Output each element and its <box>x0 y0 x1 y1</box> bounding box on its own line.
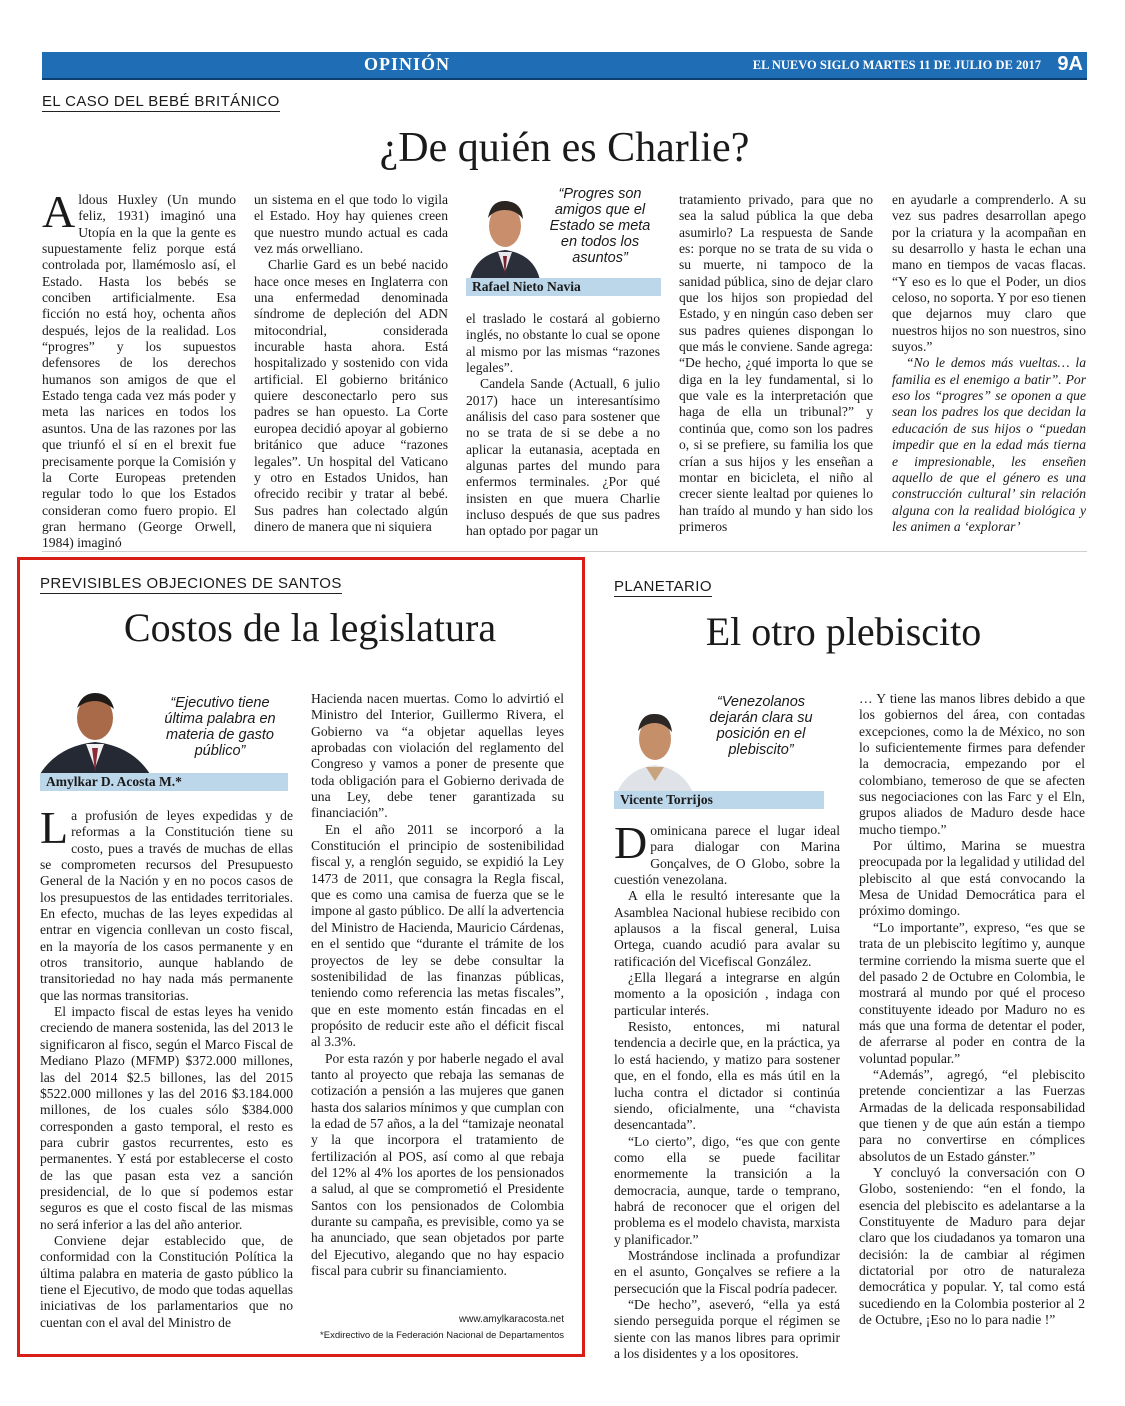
article2-col2-p2: En el año 2011 se incorporó a la Constitución el principio de sostenibilidad fiscal y, a renglón seguido, se expidió la Ley 1473 de 2011, que consagra la Regla fiscal, que es como una camisa de fuerza que se le impone al gasto público. De allí la advertencia del Ministro de Hacienda, Mauricio Cárdenas, en el sentido que “durante el trámite de los proyectos de ley se debe consultar la sostenibilidad de las finanzas públicas, teniendo como referencia las metas fiscales”, que en este momento están fincadas en el propósito de reducir este año el déficit fiscal al 3.3%. <box>311 821 564 1050</box>
author-portrait-vicente-torrijos <box>614 703 696 795</box>
article2-col1-p1: a profusión de leyes expedidas y de reformas a la Constitución tiene su costo, pues a través de muchas de ellas se comprometen recursos del Presupuesto General de la Nación y en no pocos casos de los presupuestos de las entidades territoriales. En efecto, muchas de las leyes expedidas al entrar en vigencia conllevan un costo fiscal, en la mayoría de los casos permanente y en otros transitorio, aunque hablando de transitoriedad no hay nada más permanente que las normas transitorias. <box>40 808 293 1003</box>
article2-kicker: PREVISIBLES OBJECIONES DE SANTOS <box>40 575 342 592</box>
article3-col1-p3: ¿Ella llegará a integrarse en algún momento a la oposición , indaga con particular interés. <box>614 970 840 1018</box>
publication-date-line: EL NUEVO SIGLO MARTES 11 DE JULIO DE 2017 <box>752 58 1041 72</box>
article2-col1-p2: El impacto fiscal de estas leyes ha venido creciendo de manera sostenida, las del 2013 le significaron al fisco, según el Marco Fiscal de Mediano Plazo (MFMP) $372.000 millones, las del 2014 $2.5 billones, las del 2015 $522.000 millones y las del 2016 $3.184.000 millones, de los cuales sólo $384.000 corresponden a gasto temporal, el resto es para cubrir gastos recurrentes, esto es permanentes. Y está por establecerse el costo de las que pasan esta vez a sanción presidencial, de lo que sí podemos estar seguros es que el costo fiscal de las mismas no será inferior a las del año anterior. <box>40 1004 293 1232</box>
article1-headline: ¿De quién es Charlie? <box>379 125 750 171</box>
article1-kicker: EL CASO DEL BEBÉ BRITÁNICO <box>42 93 280 110</box>
article1-dropcap: A <box>42 186 76 237</box>
article2-column-2 <box>311 691 564 1311</box>
author-footnote: *Exdirectivo de la Federación Nacional de Departamentos <box>320 1330 564 1341</box>
article2-pull-quote: “Ejecutivo tiene última palabra en materia de gasto público” <box>164 695 276 759</box>
article1-author-byline: Rafael Nieto Navia <box>466 278 661 296</box>
article1-col3-p1: el traslado le costará al gobierno inglés, no obstante lo cual se opone al mismo por las mismas “razones legales”. <box>466 311 660 376</box>
article1-col5-p1: en ayudarle a comprenderlo. A su vez sus padres desarrollan apego por la criatura y la acompañan en su desarrollo y hasta le echan una mano en tiempos de vacas flacas. “Y eso es lo que el Poder, un dios celoso, no soporta. Y por eso tienen que dejarnos muy claro que nuestros hijos no son nuestros, sino suyos.” <box>892 192 1086 355</box>
article3-col2-p1: … Y tiene las manos libres debido a que los gobiernos del área, con contadas excepciones, como la de México, no son lo suficientemente firmes para defender la democracia, empezando por el colombiano, temeroso de que se afecten sus negociaciones con las Farc y el Eln, grupos aliados de Maduro desde hace mucho tiempo.” <box>859 691 1085 837</box>
article3-author-byline: Vicente Torrijos <box>614 791 824 809</box>
article3-column-1 <box>614 817 840 1361</box>
article2-author-byline: Amylkar D. Acosta M.* <box>40 773 288 791</box>
article3-col1-p5: “Lo cierto”, digo, “es que con gente como ella se puede facilitar enormemente la transición a la democracia, aunque, tarde o temprano, habrá de reconocer que el origen del problema es el modelo chavista, marxista y planificador.” <box>614 1133 840 1247</box>
section-name: OPINIÓN <box>363 54 450 74</box>
article3-col2-p3: “Lo importante”, expreso, “es que se trata de un plebiscito legítimo y, aunque termine corriendo la misma suerte que el del pasado 2 de Octubre en Colombia, le mostrará al mundo por qué el proceso constituyente ideado por Maduro no es más que una forma de detentar el poder, de aferrarse al poder en contra de la voluntad popular.” <box>859 919 1085 1066</box>
article2-column-1 <box>40 802 293 1346</box>
article3-col2-p5: Y concluyó la conversación con O Globo, sosteniendo: “en el fondo, la esencia del plebiscito es adelantarse a la Constituyente de Maduro para dejar claro que los ciudadanos ya tomaron una decisión: la de cambiar al régimen dictatorial por otro de naturaleza democrática y popular. Y, tal como está sucediendo en la Colombia posterior al 2 de Octubre, ¡Eso no lo para nadie !” <box>859 1164 1085 1328</box>
article3-headline: El otro plebiscito <box>705 609 982 654</box>
article3-col2-p2: Por último, Marina se muestra preocupada por la legalidad y utilidad del plebiscito al que está convocando la Mesa de Unidad Democrática para el próximo domingo. <box>859 838 1085 919</box>
article2-col1-p3: Conviene dejar establecido que, de conformidad con la Constitución Política la última palabra en materia de gasto público la tiene el Ejecutivo, de modo que todas aquellas iniciativas de los parlamentarios que no cuentan con el aval del Ministro de <box>40 1232 293 1330</box>
section-header-bar <box>42 52 1087 80</box>
article1-column-2 <box>254 192 448 548</box>
author-portrait-rafael-nieto-navia <box>466 192 544 280</box>
article2-dropcap: L <box>40 802 69 853</box>
author-website: www.amylkaracosta.net <box>458 1314 564 1325</box>
article2-headline: Costos de la legislatura <box>123 605 497 650</box>
article1-column-3 <box>466 311 660 548</box>
article2-col2-p3: Por esta razón y por haberle negado el aval tanto al proyecto que rebaja las semanas de cotización a pensión a las mujeres que ganen hasta dos salarios mínimos y que cumplan con la edad de 57 años, a la del “tamizaje neonatal y la que incorpora el tratamiento de fertilización al POS, así como al que rebaja del 12% al 4% los aportes de los pensionados a salud, al que se comprometió el Presidente Santos con los pensionados de Colombia durante su campaña, es previsible, como ya se ha anunciado, que sean objetados por parte del Ejecutivo, alegando que no hay espacio fiscal para cubrir su financiamiento. <box>311 1050 564 1279</box>
article1-col5-p2: “No le demos más vueltas… la familia es el enemigo a batir”. Por eso los “progres” se oponen a que sean los padres los que decidan la educación de sus hijos o “puedan impedir que en la edad más tierna e impresionable, les enseñen aquello de que el género es una construcción cultural’ sin relación alguna con la realidad biológica y les animen a ‘explorar’ <box>892 355 1086 534</box>
article3-column-2 <box>859 691 1085 1356</box>
article3-col1-p7: “De hecho”, aseveró, “ella ya está siendo perseguida porque el régimen se siente con las manos libres para oprimir a los disidentes y a los opositores. <box>614 1296 840 1361</box>
article2-col2-p1: Hacienda nacen muertas. Como lo advirtió el Ministro del Interior, Guillermo Rivera, el Gobierno va “a objetar aquellas leyes aprobadas con violación del reglamento del Congreso y vamos a poner de presente que toda obligación para el Gobierno derivada de una Ley, debe tener garantizada su financiación”. <box>311 691 564 821</box>
article3-col1-p4: Resisto, entonces, mi natural tendencia a decirle que, en la práctica, ya lo está haciendo, y matizo para sostener que, en el fondo, ella es más útil en la lucha contra el dictador si continúa siendo, oficialmente, una “chavista desencantada”. <box>614 1019 840 1133</box>
article1-column-5 <box>892 192 1086 548</box>
article1-column-1 <box>42 186 236 551</box>
article1-col2-p1: un sistema en el que todo lo vigila el Estado. Hoy hay quienes creen que nuestro mundo actual es cada vez más orwelliano. <box>254 192 448 257</box>
article1-col2-p2: Charlie Gard es un bebé nacido hace once meses en Inglaterra con una enfermedad denominada síndrome de depleción del ADN mitocondrial, considerada incurable hasta ahora. Está hospitalizado y sostenido con vida artificial. El gobierno británico quiere desconectarlo pero sus padres se han opuesto. La Corte europea decidió apoyar al gobierno británico que aduce “razones legales”. Un hospital del Vaticano y otro en Estados Unidos, han ofrecido recibir y tratar al bebé. Sus padres han colectado algún dinero de manera que ni siquiera <box>254 257 448 534</box>
article1-pull-quote: “Progres son amigos que el Estado se meta en todos los asuntos” <box>549 186 651 266</box>
article3-kicker: PLANETARIO <box>614 578 712 595</box>
article3-col1-p1: ominicana parece el lugar ideal para dialogar con Marina Gonçalves, de O Globo, sobre la cuestión venezolana. <box>614 823 840 888</box>
section-divider <box>42 551 1087 552</box>
article1-col3-p2: Candela Sande (Actuall, 6 julio 2017) hace un interesantísimo análisis del caso para sostener que no se trata de si se debe a no aplicar la eutanasia, aceptada en algunas partes del mundo para enfermos terminales. ¿Por qué insisten en que muera Charlie incluso después de que sus padres han optado por pagar un <box>466 376 660 539</box>
article3-col1-p2: A ella le resultó interesante que la Asamblea Nacional hubiese recibido con aplausos a la fiscal general, Luisa Ortega, cuando acudió para avalar su ratificación del Vicefiscal González. <box>614 888 840 969</box>
article1-col4-text: tratamiento privado, para que no sea la salud pública la que deba asumirlo? La respuesta de Sande es: porque no se trata de su vida o su muerte, ni tampoco de la sanidad pública, sino de dejar claro que los hijos son propiedad del Estado, y en ningún caso deben ser sus padres quienes dispongan lo que más le conviene. Sande agrega: “De hecho, ¿qué importa lo que se diga en la ley fundamental, si lo que vale es la interpretación que haga de ella un tribunal?” y continúa que, como son los padres o, si se prefiere, su familia los que crían a sus hijos y les enseñan a montar en bicicleta, el niño al crecer siente lealtad por quienes lo han traído al mundo y han sido los primeros <box>679 192 874 534</box>
article3-pull-quote: “Venezolanos dejarán clara su posición en el plebiscito” <box>709 694 813 758</box>
article1-col1-text: ldous Huxley (Un mundo feliz, 1931) imaginó una Utopía en la que la gente es supuestamente feliz porque está controlada por, llamémoslo así, el Estado. Hasta los bebés se conciben artificialmente. Esa ficción no está hoy, ochenta años después, lejos de la realidad. Los “progres” y los supuestos defensores de los derechos humanos son amigos de que el Estado tenga cada vez más poder y meta las narices en todos los asuntos. Una de las razones por las que triunfó el sí en el brexit fue precisamente porque la Comisión y la Corte Europeas pretenden regular todo lo que los Estados consideran como fuero propio. El gran hermano (George Orwell, 1984) imaginó <box>42 192 236 551</box>
article1-column-4 <box>679 192 873 548</box>
author-portrait-amylkar-acosta <box>40 684 150 774</box>
article3-col2-p4: “Además”, agregó, “el plebiscito pretende concientizar a las Fuerzas Armadas de la delicada responsabilidad que tienen y de que aún están a tiempo para no convertirse en cómplices absolutos de un Estado gánster.” <box>859 1066 1085 1164</box>
article3-dropcap: D <box>614 817 648 868</box>
page-number: 9A <box>1057 53 1083 75</box>
article3-col1-p6: Mostrándose inclinada a profundizar en el asunto, Gonçalves se refiere a la persecución que la Fiscal podría padecer. <box>614 1247 840 1296</box>
